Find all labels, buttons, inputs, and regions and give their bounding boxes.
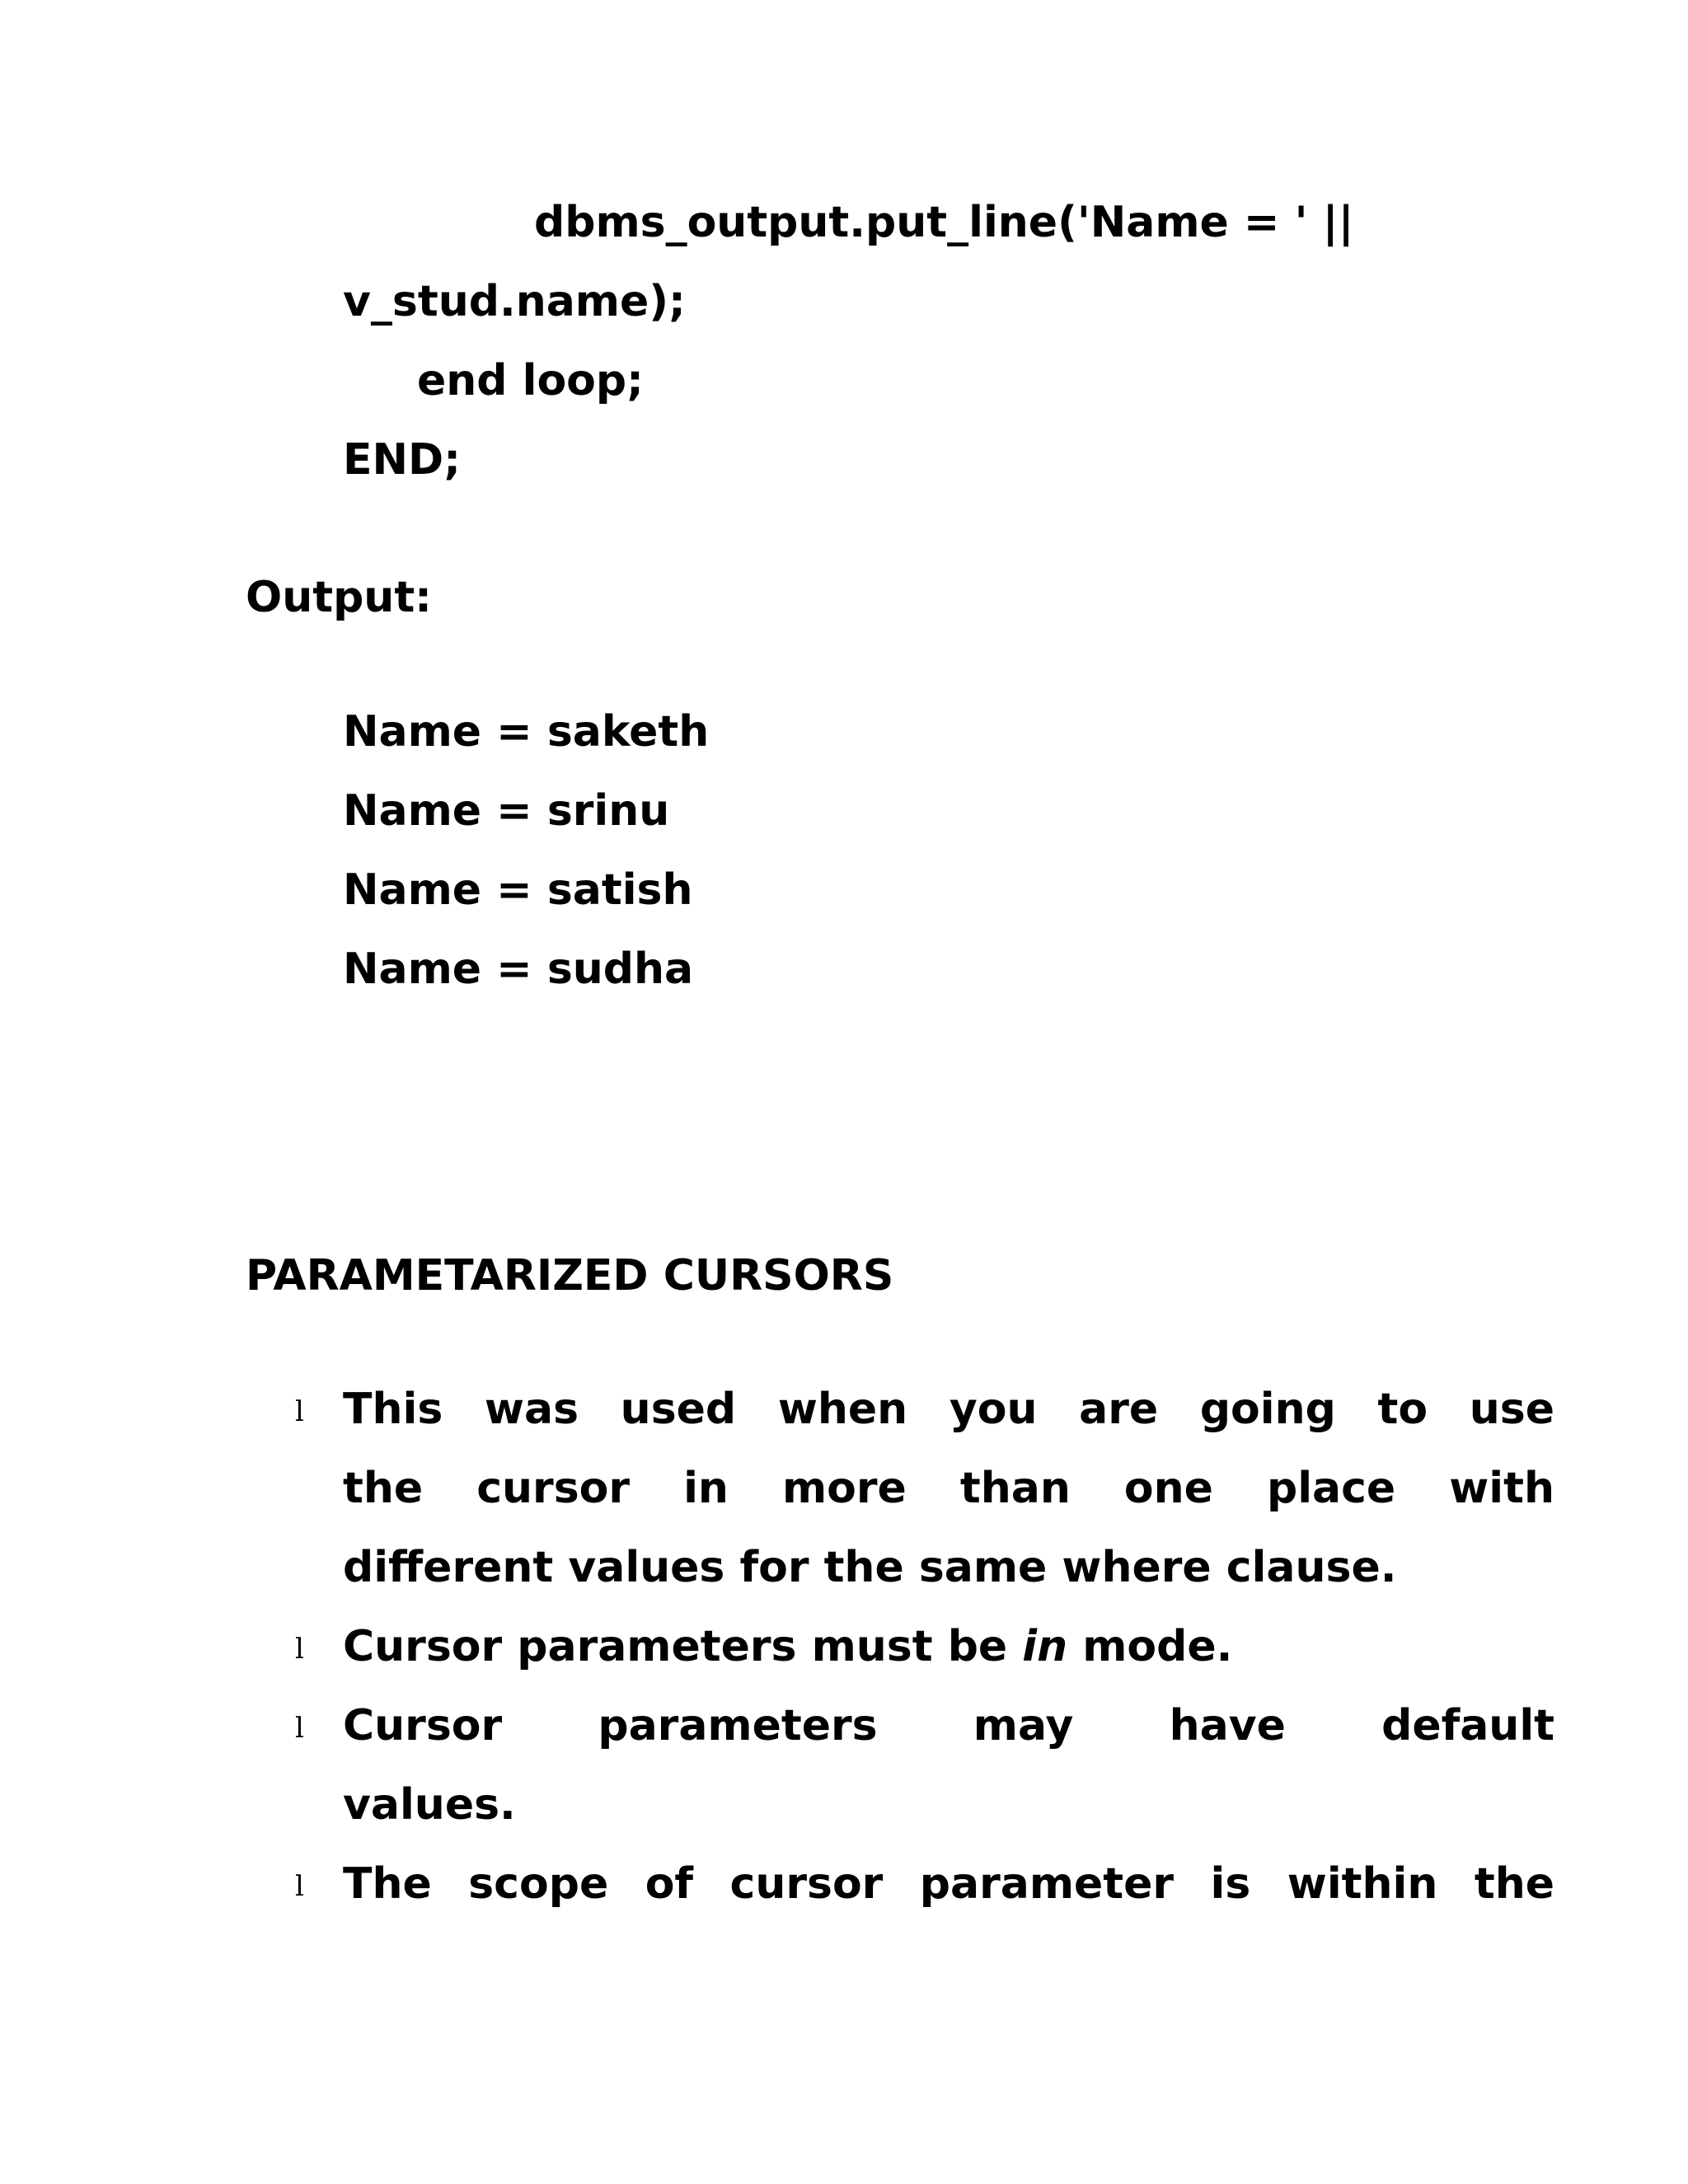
bullet-marker: l <box>295 1395 304 1428</box>
bullet-2-emphasis: in <box>1022 1622 1068 1671</box>
code-line-3: end loop; <box>417 356 644 405</box>
output-line: Name = srinu <box>343 786 670 836</box>
bullet-2-after: mode. <box>1067 1622 1233 1671</box>
code-line-4: END; <box>343 435 461 485</box>
output-label: Output: <box>246 573 432 622</box>
section-heading: PARAMETARIZED CURSORS <box>246 1251 894 1301</box>
bullet-3-row-2: values. <box>343 1780 516 1830</box>
bullet-1-row-2: the cursor in more than one place with <box>343 1464 1554 1513</box>
bullet-marker: l <box>295 1712 304 1745</box>
output-line: Name = satish <box>343 865 693 915</box>
output-line: Name = sudha <box>343 944 694 994</box>
code-line-2: v_stud.name); <box>343 277 686 326</box>
bullet-2-text <box>343 1622 1232 1671</box>
bullet-4-row-1: The scope of cursor parameter is within the <box>343 1859 1554 1909</box>
bullet-3-row-1: Cursor parameters may have default <box>343 1701 1554 1750</box>
code-line-1: dbms_output.put_line('Name = ' || <box>534 198 1354 247</box>
bullet-marker: l <box>295 1633 304 1666</box>
bullet-1-row-3: different values for the same where clause. <box>343 1543 1397 1592</box>
bullet-2-before: Cursor parameters must be <box>343 1622 1023 1671</box>
output-line: Name = saketh <box>343 707 710 757</box>
bullet-1-row-1: This was used when you are going to use <box>343 1385 1554 1434</box>
bullet-marker: l <box>295 1870 304 1903</box>
